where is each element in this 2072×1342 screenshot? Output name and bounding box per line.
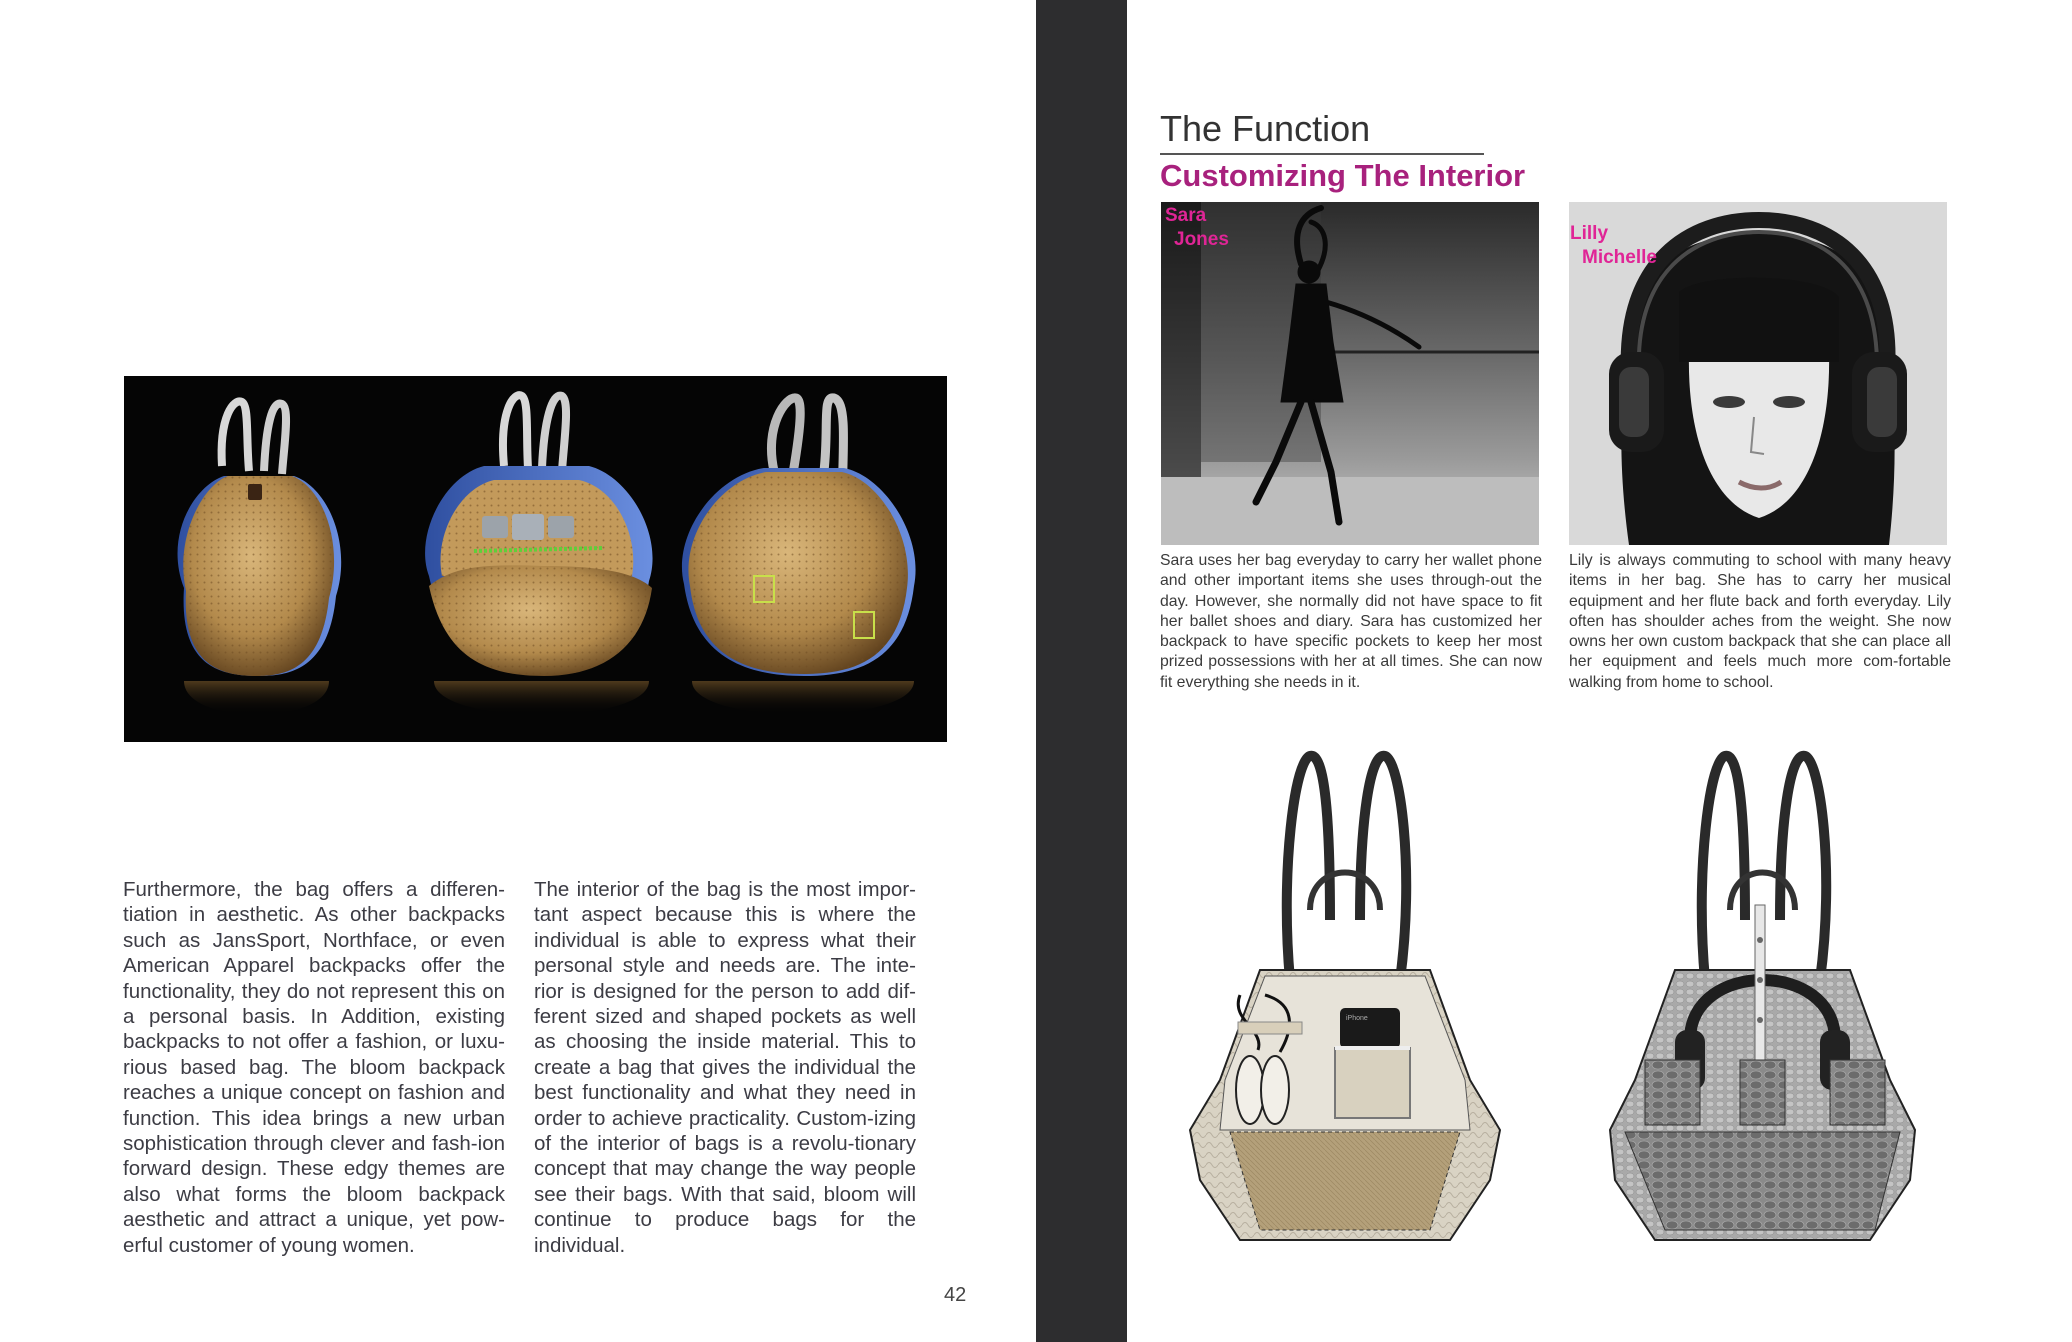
profile-name-first: Sara [1165,205,1207,226]
custom-bag-sara-illustration [1170,740,1520,1260]
backpack-renders-image [124,376,947,742]
backpack-open-render [425,395,652,714]
page-number: 42 [944,1284,967,1306]
profile-caption-sara: Sara uses her bag everyday to carry her wallet phone and other important items she uses through-out the day. However, she normally did not have space to fit her ballet shoes and diary. Sara has customized her backpack to have specific pockets to keep her most prized possessions with her at all times. She can now fit everything she needs in it. [1160,552,1542,691]
title-underline [1160,153,1484,155]
profile-name-first: Lilly [1570,223,1609,244]
profile-name-last: Jones [1174,229,1229,250]
custom-bag-lilly-illustration [1595,740,1945,1260]
portrait-lilly-michelle [1569,202,1947,545]
profile-name-last: Michelle [1582,247,1657,268]
phone-label: iPhone [1346,1015,1368,1022]
profile-caption-lilly: Lily is always commuting to school with many heavy items in her bag. She has to carry her musical equipment and her flute back and forth everyday. Lily often has shoulder aches from the weight. She now owns her own custom backpack that she can place all her equipment and feels much more com-fortable walking from home to school. [1569,552,1951,691]
portrait-sara-jones [1161,202,1539,545]
section-subtitle: Customizing The Interior [1160,158,1526,193]
backpack-front-render [178,401,342,714]
phone-icon [1340,1008,1400,1048]
body-text-column-2: The interior of the bag is the most impor-tant aspect because this is where the individual is able to express what their personal style and needs are. The inte-rior is designed for the person to add dif-ferent sized and shaped pockets as well as choosing the inside material. This to create a bag that gives the individual the best functionality and what they need in order to achieve practicality. Custom-izing of the interior of bags is a revolu-tionary concept that may change the way people see their bags. With that said, bloom will continue to produce bags for the individual. [534,878,916,1257]
backpack-back-render [682,398,916,715]
spine-band [1036,0,1128,1342]
section-title: The Function [1160,108,1371,149]
body-text-column-1: Furthermore, the bag offers a differen-tiation in aesthetic. As other backpacks such as JansSport, Northface, or even American Apparel backpacks offer the functionality, they do not represent this on a personal basis. In Addition, existing backpacks to not offer a fashion, or luxu-rious based bag. The bloom backpack reaches a unique concept on fashion and function. This idea brings a new urban sophistication through clever and fash-ion forward design. These edgy themes are also what forms the bloom backpack aesthetic and attract a unique, yet pow-erful customer of young women. [123,878,505,1257]
